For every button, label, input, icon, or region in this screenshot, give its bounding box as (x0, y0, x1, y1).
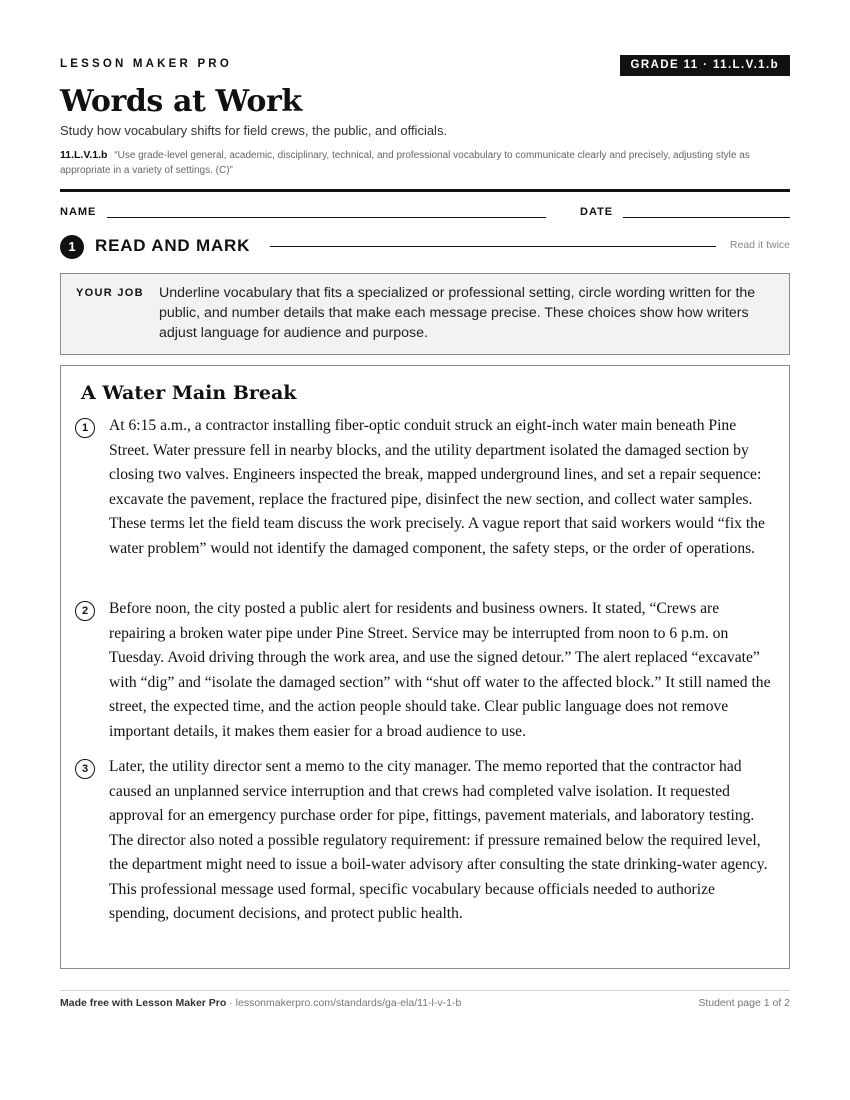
paragraph-number: 2 (75, 601, 95, 621)
standard-code: 11.L.V.1.b (60, 149, 108, 161)
page-indicator: Student page 1 of 2 (698, 997, 790, 1009)
footer-url: · lessonmakerpro.com/standards/ga-ela/11-l-v-1-b (226, 997, 462, 1009)
instructions-box (60, 273, 790, 355)
instructions-label: YOUR JOB (76, 287, 144, 299)
grade-badge: GRADE 11 · 11.L.V.1.b (620, 55, 791, 76)
section-header (60, 235, 790, 259)
passage-paragraph: At 6:15 a.m., a contractor installing fiber-optic conduit struck an eight-inch water main beneath Pine Street. Water pressure fell in nearby blocks, and the utility department isolated the damaged section by closing two valves. Engineers inspected the break, mapped underground lines, and set a repair sequence: excavate the pavement, replace the fractured pipe, disinfect the new section, and collect water samples. These terms let the field team discuss the work precisely. A vague report that said workers would “fix the water problem” would not identify the damaged component, the safety steps, or the order of operations. (109, 417, 765, 557)
section-divider (270, 246, 716, 247)
passage-paragraph: Before noon, the city posted a public alert for residents and business owners. It stated, “Crews are repairing a broken water pipe under Pine Street. Service may be interrupted from noon to 6 p.m. on Tuesday. Avoid driving through the work area, and use the signed detour.” The alert replaced “excavate” with “dig” and “isolate the damaged section” with “shut off water to the affected block.” It still named the street, the expected time, and the action people should take. Clear public language does not remove important details, it makes them easier for a broad audience to use. (109, 600, 771, 740)
student-fields (60, 206, 790, 222)
passage-paragraph: Later, the utility director sent a memo to the city manager. The memo reported that the contractor had caused an unplanned service interruption and that crews had completed valve isolation. It requested approval for an emergency purchase order for pipe, fittings, pavement materials, and laboratory testing. The director also noted a possible regulatory requirement: if pressure remained below the required level, the department might need to issue a boil-water advisory after consulting the state drinking-water agency. This professional message used formal, specific vocabulary because officials needed to authorize spending, document decisions, and protect public health. (109, 758, 768, 922)
footer-divider (60, 990, 790, 991)
passage-title: A Water Main Break (81, 382, 297, 404)
name-field[interactable] (107, 217, 546, 218)
date-field[interactable] (623, 217, 790, 218)
page-title: Words at Work (60, 84, 302, 119)
section-title: READ AND MARK (95, 236, 251, 255)
paragraph-number: 3 (75, 759, 95, 779)
header-divider (60, 189, 790, 192)
brand-name: LESSON MAKER PRO (60, 58, 232, 70)
page-subtitle: Study how vocabulary shifts for field crews, the public, and officials. (60, 123, 448, 138)
reading-passage (60, 365, 790, 969)
instructions-text: Underline vocabulary that fits a specialized or professional setting, circle wording written for the public, and number details that make each message precise. These choices show how writers adjust language for audience and purpose. (159, 285, 756, 341)
top-bar (60, 55, 790, 79)
section-note: Read it twice (729, 239, 790, 251)
standard-text: “Use grade-level general, academic, disciplinary, technical, and professional vocabulary to communicate clearly and precisely, adjusting style as appropriate in a variety of settings. (C)” (60, 150, 750, 176)
standard-description (60, 148, 790, 178)
footer-credit (60, 997, 461, 1009)
paragraph-number: 1 (75, 418, 95, 438)
name-label: NAME (60, 206, 97, 218)
footer-brand: Made free with Lesson Maker Pro (60, 997, 227, 1009)
section-number-badge: 1 (60, 235, 84, 259)
date-label: DATE (580, 206, 614, 218)
